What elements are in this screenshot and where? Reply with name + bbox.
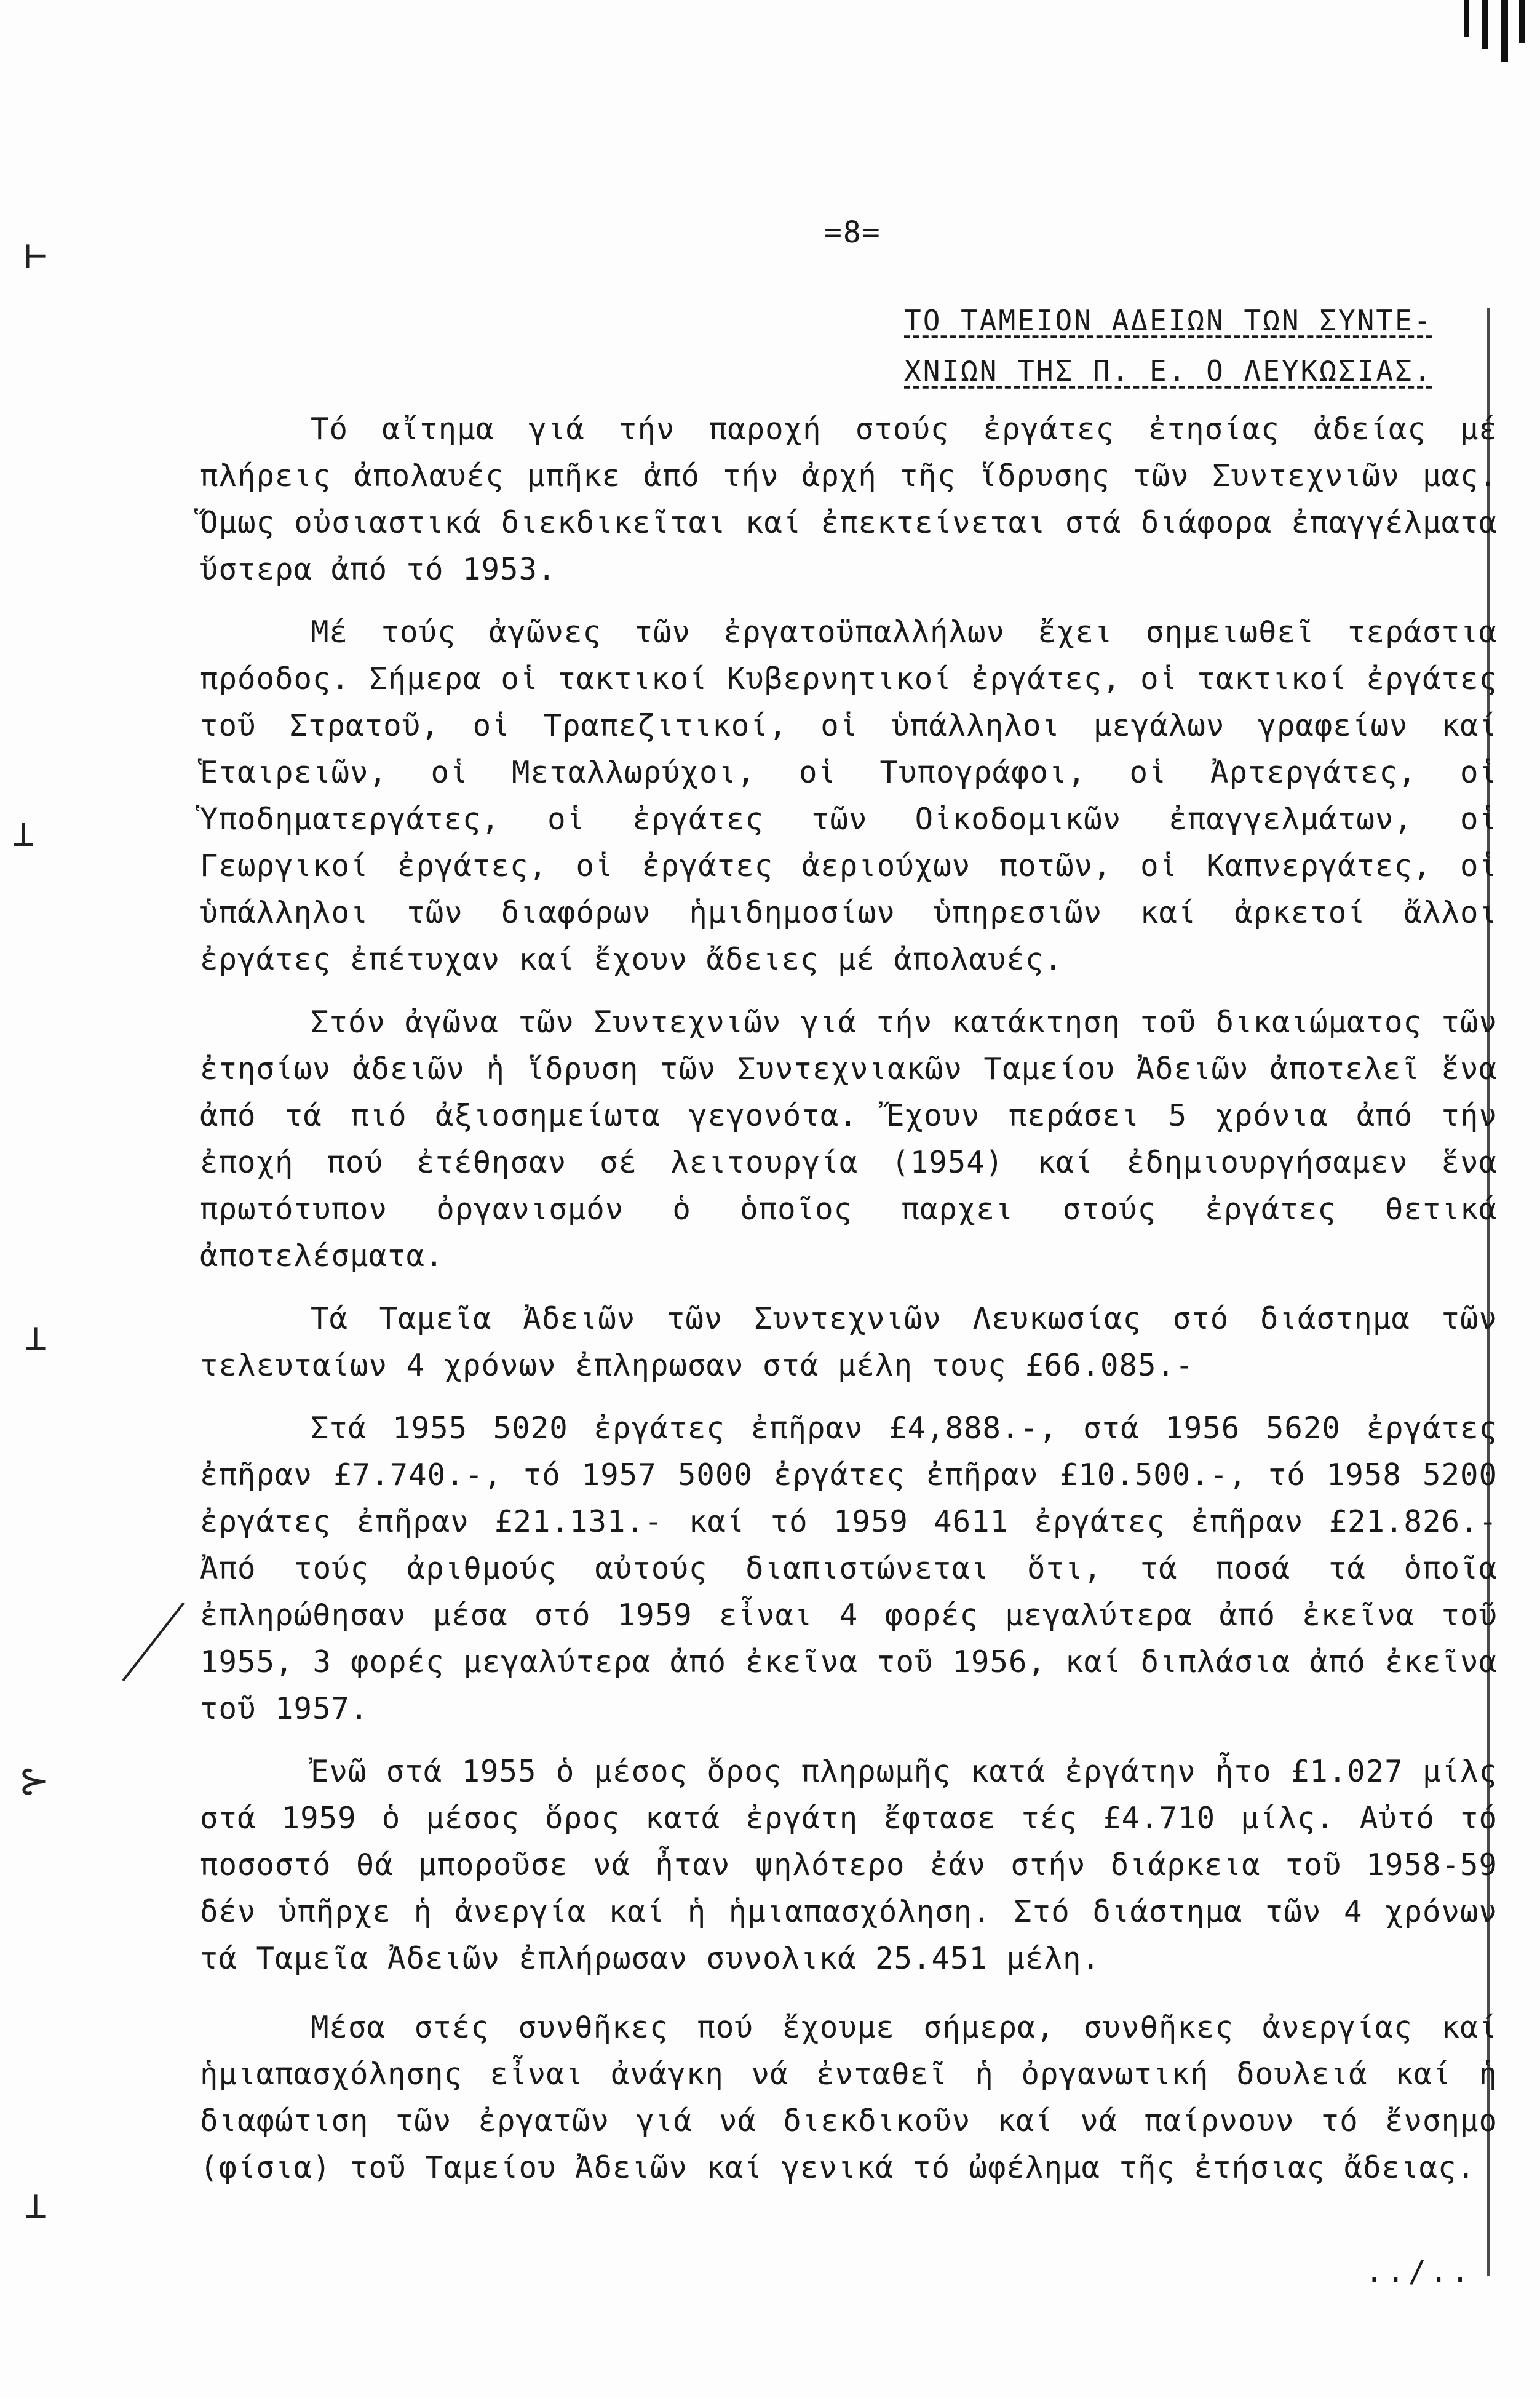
margin-mark: ⊱	[18, 1759, 50, 1802]
scan-artifact-top-right	[1519, 0, 1525, 43]
margin-mark: ⊥	[25, 2184, 47, 2227]
margin-pencil-stroke	[122, 1603, 185, 1682]
paragraph: Μέ τούς ἀγῶνες τῶν ἐργατοϋπαλλήλων ἔχει σημειωθεῖ τεράστια πρόοδος. Σήμερα οἱ τακτικοί Κυβερνητικοί ἐργάτες, οἱ τακτικοί ἐργάτες τοῦ Στρατοῦ, οἱ Τραπεζιτικοί, οἱ ὑπάλληλοι μεγάλων γραφείων καί Ἑταιρειῶν, οἱ Μεταλλωρύχοι, οἱ Τυπογράφοι, οἱ Ἀρτεργάτες, οἱ Ὑποδηματεργάτες, οἱ ἐργάτες τῶν Οἰκοδομικῶν ἐπαγγελμάτων, οἱ Γεωργικοί ἐργάτες, οἱ ἐργάτες ἀεριούχων ποτῶν, οἱ Καπνεργάτες, οἱ ὑπάλληλοι τῶν διαφόρων ἡμιδημοσίων ὑπηρεσιῶν καί ἀρκετοί ἄλλοι ἐργάτες ἐπέτυχαν καί ἔχουν ἄδειες μέ ἀπολαυές.	[200, 615, 1498, 977]
scan-artifact-top-right	[1501, 0, 1508, 62]
scan-artifact-top-right	[1482, 0, 1488, 49]
scan-artifact-top-right	[1464, 0, 1469, 37]
section-title-line-2: ΧΝΙΩΝ ΤΗΣ Π. Ε. Ο ΛΕΥΚΩΣΙΑΣ.	[904, 354, 1433, 388]
margin-mark: ⊥	[12, 812, 35, 855]
paragraph: Ἐνῶ στά 1955 ὁ μέσος ὅρος πληρωμῆς κατά ἐργάτην ἦτο £1.027 μίλς στά 1959 ὁ μέσος ὅρος κατά ἐργάτη ἔφτασε τές £4.710 μίλς. Αὐτό τό ποσοστό θά μποροῦσε νά ἦταν ψηλότερο ἐάν στήν διάρκεια τοῦ 1958-59 δέν ὑπῆρχε ἡ ἀνεργία καί ἡ ἡμιαπασχόληση. Στό διάστημα τῶν 4 χρόνων τά Ταμεῖα Ἀδειῶν ἐπλήρωσαν συνολικά 25.451 μέλη.	[200, 1754, 1498, 1976]
section-title-line-1: ΤΟ ΤΑΜΕΙΟΝ ΑΔΕΙΩΝ ΤΩΝ ΣΥΝΤΕ-	[904, 304, 1433, 337]
paragraph: Τά Ταμεῖα Ἀδειῶν τῶν Συντεχνιῶν Λευκωσίας στό διάστημα τῶν τελευταίων 4 χρόνων ἐπληρωσαν στά μέλη τους £66.085.-	[200, 1301, 1498, 1383]
section-title	[904, 295, 1458, 396]
paragraph: Στόν ἀγῶνα τῶν Συντεχνιῶν γιά τήν κατάκτηση τοῦ δικαιώματος τῶν ἐτησίων ἀδειῶν ἡ ἵδρυση τῶν Συντεχνιακῶν Ταμείου Ἀδειῶν ἀποτελεῖ ἕνα ἀπό τά πιό ἀξιοσημείωτα γεγονότα. Ἔχουν περάσει 5 χρόνια ἀπό τήν ἐποχή πού ἐτέθησαν σέ λειτουργία (1954) καί ἐδημιουργήσαμεν ἕνα πρωτότυπον ὀργανισμόν ὁ ὁποῖος παρχει στούς ἐργάτες θετικά ἀποτελέσματα.	[200, 1005, 1498, 1273]
margin-mark: ⊢	[25, 234, 47, 277]
paragraph: Μέσα στές συνθῆκες πού ἔχουμε σήμερα, συνθῆκες ἀνεργίας καί ἡμιαπασχόλησης εἶναι ἀνάγκη νά ἐνταθεῖ ἡ ὀργανωτική δουλειά καί ἡ διαφώτιση τῶν ἐργατῶν γιά νά διεκδικοῦν καί νά παίρνουν τό ἔνσημο (φίσια) τοῦ Ταμείου Ἀδειῶν καί γενικά τό ὠφέλημα τῆς ἐτήσιας ἄδειας.	[200, 2010, 1498, 2185]
paragraph: Τό αἴτημα γιά τήν παροχή στούς ἐργάτες ἐτησίας ἀδείας μέ πλήρεις ἀπολαυές μπῆκε ἀπό τήν ἀρχή τῆς ἵδρυσης τῶν Συντεχνιῶν μας. Ὅμως οὐσιαστικά διεκδικεῖται καί ἐπεκτείνεται στά διάφορα ἐπαγγέλματα ὕστερα ἀπό τό 1953.	[200, 412, 1498, 587]
paragraph: Στά 1955 5020 ἐργάτες ἐπῆραν £4,888.-, στά 1956 5620 ἐργάτες ἐπῆραν £7.740.-, τό 1957 5000 ἐργάτες ἐπῆραν £10.500.-, τό 1958 5200 ἐργάτες ἐπῆραν £21.131.- καί τό 1959 4611 ἐργάτες ἐπῆραν £21.826.- Ἀπό τούς ἀριθμούς αὐτούς διαπιστώνεται ὅτι, τά ποσά τά ὁποῖα ἐπληρώθησαν μέσα στό 1959 εἶναι 4 φορές μεγαλύτερα ἀπό ἐκεῖνα τοῦ 1955, 3 φορές μεγαλύτερα ἀπό ἐκεῖνα τοῦ 1956, καί διπλάσια ἀπό ἐκεῖνα τοῦ 1957.	[200, 1411, 1498, 1726]
page-number: =8=	[824, 215, 881, 250]
margin-mark: ⊥	[25, 1317, 47, 1360]
body-text	[200, 406, 1498, 2207]
continuation-mark: ../..	[1365, 2255, 1473, 2289]
